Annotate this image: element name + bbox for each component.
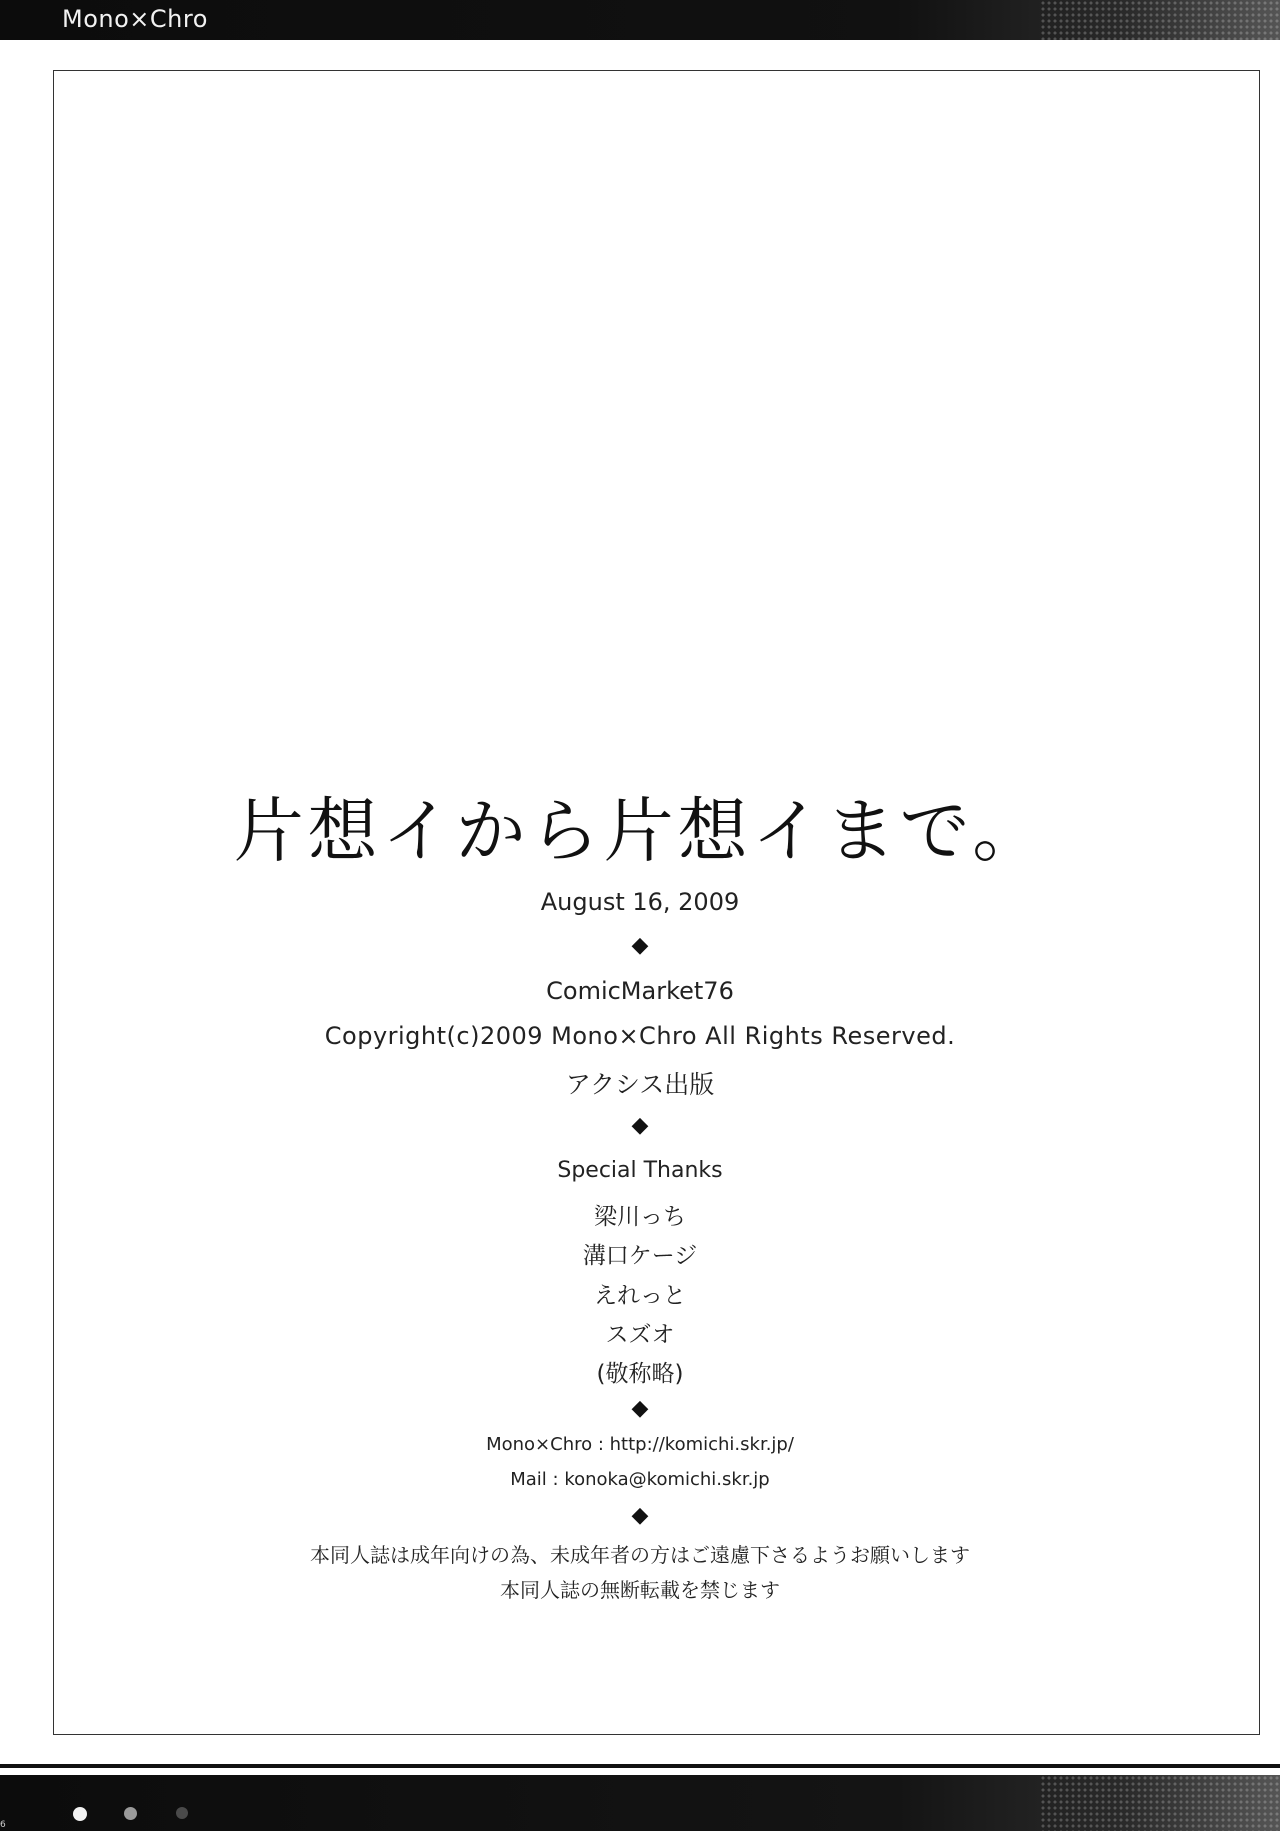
publisher: アクシス出版	[565, 1070, 715, 1099]
footer-rule	[0, 1764, 1280, 1768]
adult-notice: 本同人誌は成年向けの為、未成年者の方はご遠慮下さるようお願いします	[310, 1543, 970, 1567]
copyright-line: Copyright(c)2009 Mono×Chro All Rights Reserved.	[324, 1022, 956, 1050]
diamond-divider-icon: ◆	[631, 1396, 649, 1421]
footer-bar	[0, 1775, 1280, 1831]
publication-date: August 16, 2009	[540, 888, 740, 916]
thanks-name: スズオ	[605, 1322, 675, 1348]
reprint-notice: 本同人誌の無断転載を禁じます	[500, 1578, 780, 1602]
book-title: 片想イから片想イまで。	[233, 790, 1047, 872]
thanks-name: 梁川っち	[594, 1204, 686, 1230]
dot-icon	[176, 1807, 188, 1819]
dot-icon	[124, 1807, 137, 1820]
diamond-divider-icon: ◆	[631, 933, 649, 958]
honorific-note: (敬称略)	[596, 1361, 684, 1387]
dot-icon	[73, 1807, 87, 1821]
thanks-name: えれっと	[594, 1283, 686, 1309]
circle-name: Mono×Chro	[62, 5, 208, 33]
event-name: ComicMarket76	[546, 977, 734, 1005]
diamond-divider-icon: ◆	[631, 1113, 649, 1138]
page-number: 6	[0, 1820, 6, 1830]
website-url: Mono×Chro : http://komichi.skr.jp/	[486, 1434, 794, 1455]
special-thanks-heading: Special Thanks	[557, 1158, 723, 1183]
thanks-name: 溝口ケージ	[582, 1243, 698, 1269]
diamond-divider-icon: ◆	[631, 1503, 649, 1528]
mail-address: Mail : konoka@komichi.skr.jp	[510, 1469, 770, 1490]
